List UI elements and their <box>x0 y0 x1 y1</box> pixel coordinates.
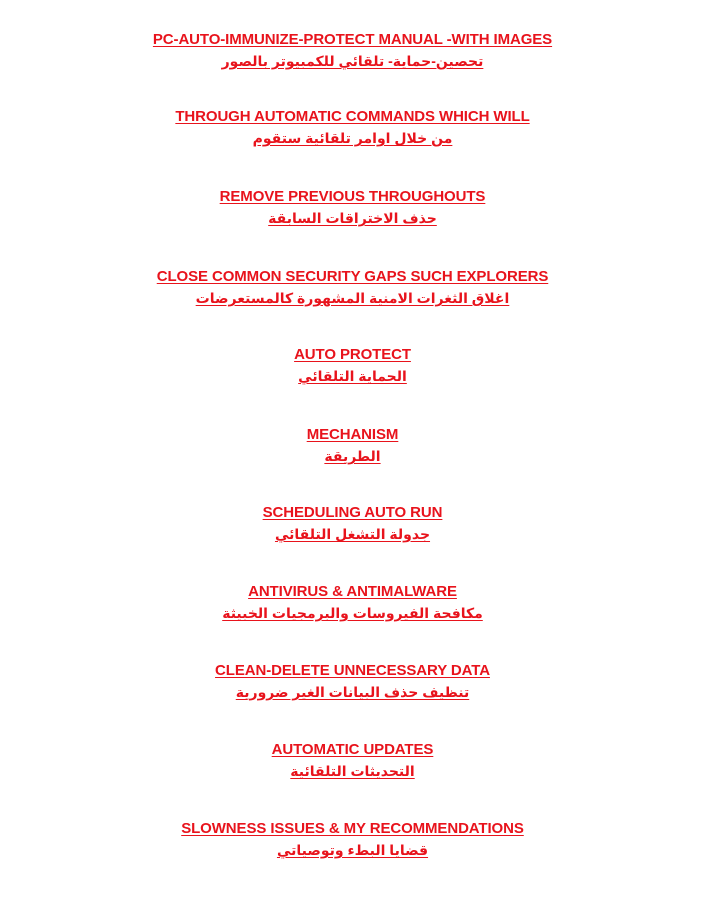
toc-entry-scheduling <box>0 503 705 544</box>
toc-link-manual-title[interactable]: PC-AUTO-IMMUNIZE-PROTECT MANUAL -WITH IMAGES <box>152 31 553 48</box>
toc-link-remove-previous-arabic[interactable]: حذف الاختراقات السابقة <box>268 210 437 226</box>
toc-entry-mechanism <box>0 425 705 466</box>
toc-link-automatic-commands[interactable]: THROUGH AUTOMATIC COMMANDS WHICH WILL <box>175 108 530 125</box>
toc-link-security-gaps[interactable]: CLOSE COMMON SECURITY GAPS SUCH EXPLORERS <box>156 268 549 285</box>
toc-link-auto-protect[interactable]: AUTO PROTECT <box>294 346 411 363</box>
toc-entry-remove-previous <box>0 187 705 228</box>
toc-link-clean-delete[interactable]: CLEAN-DELETE UNNECESSARY DATA <box>215 662 490 679</box>
toc-entry-auto-protect <box>0 345 705 386</box>
toc-link-security-gaps-arabic[interactable]: اغلاق الثغرات الامنية المشهورة كالمستعرضات <box>195 290 510 306</box>
toc-link-slowness-arabic[interactable]: قضايا البطء وتوصياتي <box>276 842 429 858</box>
toc-entry-automatic-updates <box>0 740 705 781</box>
toc-entry-security-gaps <box>0 267 705 308</box>
toc-link-mechanism[interactable]: MECHANISM <box>306 426 399 443</box>
toc-link-antivirus-arabic[interactable]: مكافحة الفيروسات والبرمجيات الخبيثة <box>222 605 483 621</box>
toc-link-manual-title-arabic[interactable]: تحصين-حماية- تلقائي للكمبيوتر بالصور <box>221 53 484 69</box>
toc-entry-automatic-commands <box>0 107 705 148</box>
toc-link-antivirus[interactable]: ANTIVIRUS & ANTIMALWARE <box>248 583 457 600</box>
toc-link-scheduling[interactable]: SCHEDULING AUTO RUN <box>262 504 443 521</box>
toc-link-remove-previous[interactable]: REMOVE PREVIOUS THROUGHOUTS <box>219 188 486 205</box>
toc-entry-slowness <box>0 819 705 860</box>
toc-entry-clean-delete <box>0 661 705 702</box>
toc-link-slowness[interactable]: SLOWNESS ISSUES & MY RECOMMENDATIONS <box>181 820 524 837</box>
toc-link-automatic-updates[interactable]: AUTOMATIC UPDATES <box>271 741 434 758</box>
toc-link-clean-delete-arabic[interactable]: تنظيف حذف البيانات الغير ضرورية <box>235 684 470 700</box>
toc-link-mechanism-arabic[interactable]: الطريقة <box>324 448 381 464</box>
toc-link-automatic-commands-arabic[interactable]: من خلال اوامر تلقائية ستقوم <box>252 130 453 146</box>
toc-entry-manual-title <box>0 30 705 71</box>
toc-entry-antivirus <box>0 582 705 623</box>
toc-link-automatic-updates-arabic[interactable]: التحديثات التلقائية <box>290 763 415 779</box>
toc-link-auto-protect-arabic[interactable]: الحماية التلقائي <box>298 368 407 384</box>
toc-link-scheduling-arabic[interactable]: جدولة التشغل التلقائي <box>274 526 431 542</box>
